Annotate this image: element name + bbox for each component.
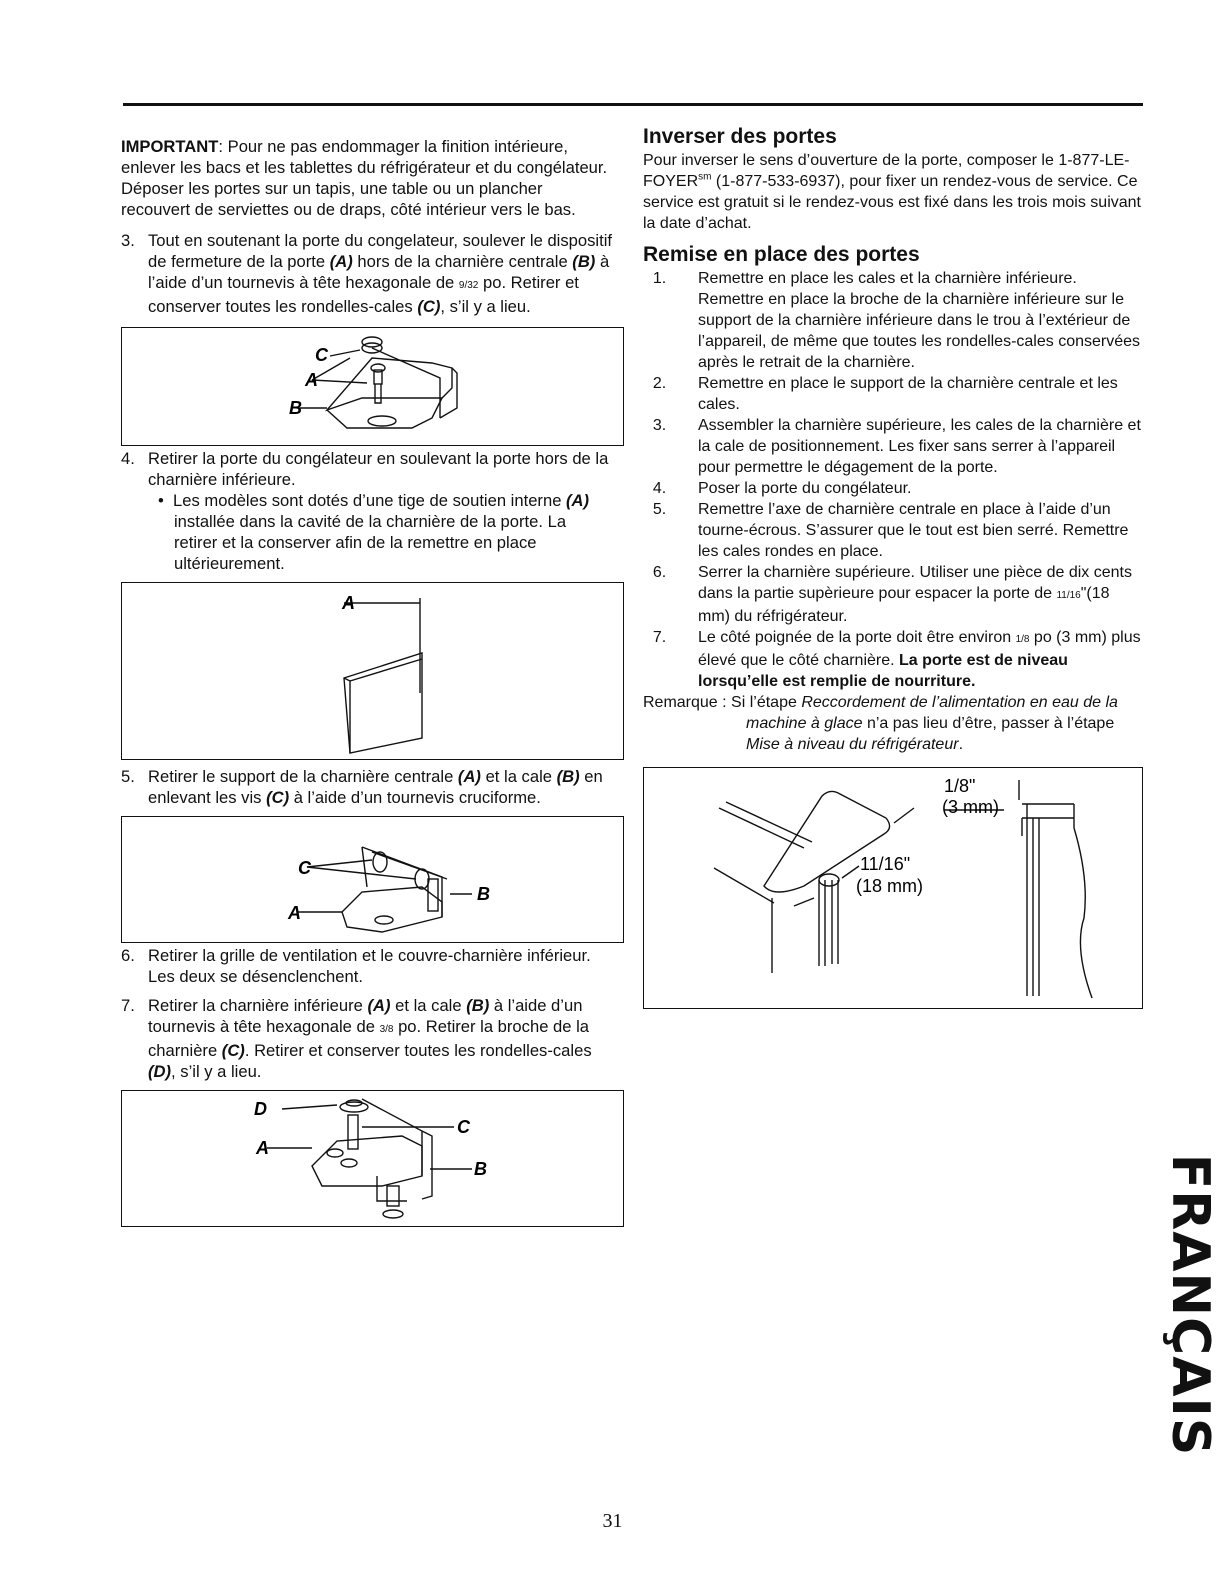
gap-label-18mm: (18 mm) [856, 876, 923, 896]
lower-hinge-drawing [122, 1091, 625, 1228]
step-text: Tout en soutenant la porte du congelateur, soulever le dispositif de fermeture de la porte [148, 231, 613, 271]
step-text: , s’il y a lieu. [440, 297, 531, 316]
label-a: (A) [457, 767, 481, 786]
fig3-label-c: C [298, 858, 311, 878]
fig3-label-a: A [288, 903, 301, 923]
fig4-label-a: A [256, 1138, 269, 1158]
item-bold-text: La porte est de niveau lorsqu’elle est remplie de nourriture. [698, 652, 1068, 690]
step-text: hors de la charnière centrale [352, 252, 573, 271]
step-text: , s’il y a lieu. [171, 1062, 262, 1081]
important-note [121, 136, 613, 220]
fraction: 9/32 [458, 280, 479, 291]
item-text: Poser la porte du congélateur. [698, 480, 912, 497]
list-item [643, 562, 1143, 627]
center-hinge-drawing [122, 817, 625, 944]
remark-text: Si l’étape [726, 694, 802, 711]
language-tab-label: FRANÇAIS [1160, 1153, 1220, 1457]
reverse-doors-paragraph [643, 150, 1143, 234]
step-number: 7. [121, 996, 135, 1015]
step-number: 5. [121, 767, 135, 786]
step-text: en enlevant les vis [148, 767, 603, 807]
label-b: (B) [556, 767, 580, 786]
fig4-label-c: C [457, 1117, 470, 1137]
paragraph-text: Pour inverser le sens d’ouverture de la porte, composer le 1-877-LE-FOYER [643, 152, 1130, 190]
step-text: Retirer la porte du congélateur en soulevant la porte hors de la charnière inférieure. [148, 449, 609, 489]
item-number: 5. [652, 501, 667, 518]
remark-italic: Reccordement de l’alimentation en eau de la machine à glace [746, 694, 1118, 732]
remark [643, 692, 1143, 755]
item-number: 1. [652, 270, 667, 287]
item-text: po (3 mm) plus élevé que le côté charnière. [698, 629, 1141, 669]
figure-lower-hinge [121, 1090, 624, 1227]
step-3 [121, 230, 613, 317]
step-number: 6. [121, 946, 135, 965]
remark-text: . [958, 736, 964, 753]
list-item [643, 373, 1143, 415]
step-text: Retirer le support de la charnière centrale [148, 767, 458, 786]
figure-hinge-lock [121, 327, 624, 446]
support-rod-drawing [122, 583, 625, 761]
item-text: Remettre en place les cales et la charnière inférieure. Remettre en place la broche de la charnière inférieure sur le support de la charnière inférieure dans le trou à l’extérieur de l’appareil, de même que toutes les rondelles-cales conservées après le retrait de la charnière. [698, 270, 1141, 371]
remark-italic: Mise à niveau du réfrigérateur [746, 736, 959, 753]
fraction: 11/16 [1056, 590, 1081, 601]
step-6 [121, 945, 613, 987]
top-rule [123, 103, 1143, 106]
door-alignment-drawing [644, 768, 1144, 1010]
item-text: Assembler la charnière supérieure, les cales de la charnière et la cale de positionnement. Les fixer sans serrer à l’appareil pour permettre le dégagement de la porte. [698, 417, 1141, 476]
item-text: Le côté poignée de la porte doit être environ [698, 629, 1016, 646]
step-text: po. Retirer et conserver toutes les rondelles-cales [148, 273, 579, 316]
remark-label: Remarque : [643, 694, 727, 711]
language-side-tab [1160, 1153, 1220, 1457]
figure-center-hinge [121, 816, 624, 943]
bullet-text: installée dans la cavité de la charnière de la porte. La retirer et la conserver afin de la remettre en place ultérieurement. [174, 512, 567, 573]
label-a: (A) [566, 491, 590, 510]
list-item [643, 268, 1143, 373]
list-item [643, 415, 1143, 478]
step-text: po. Retirer la broche de la charnière [148, 1017, 590, 1060]
gap-label-1-8: 1/8" [944, 776, 976, 796]
step-7 [121, 995, 613, 1082]
step-text: à l’aide d’un tournevis à tête hexagonale de [148, 252, 610, 292]
important-label: IMPORTANT [121, 137, 219, 156]
step-4-bullet [148, 490, 613, 574]
label-d: (D) [148, 1062, 172, 1081]
step-text: Retirer la grille de ventilation et le couvre-charnière inférieur. Les deux se désenclenchent. [148, 946, 591, 986]
item-text: "(18 mm) du réfrigérateur. [698, 585, 1110, 625]
item-number: 2. [652, 375, 667, 392]
list-item [643, 499, 1143, 562]
step-number: 3. [121, 231, 135, 250]
bullet-text: Les modèles sont dotés d’une tige de soutien interne [173, 491, 567, 510]
replace-doors-list [643, 268, 1143, 692]
service-mark: sm [698, 171, 712, 183]
step-4 [121, 448, 613, 490]
label-c: (C) [221, 1041, 245, 1060]
gap-label-3mm: (3 mm) [942, 797, 999, 817]
hinge-lock-drawing [122, 328, 625, 447]
section-heading-replace-doors: Remise en place des portes [643, 243, 920, 266]
section-heading-reverse-doors: Inverser des portes [643, 125, 837, 148]
label-b: (B) [466, 996, 490, 1015]
fig4-label-d: D [254, 1099, 267, 1119]
step-text: et la cale [480, 767, 557, 786]
step-text: à l’aide d’un tournevis à tête hexagonale de [148, 996, 583, 1036]
list-item [643, 627, 1143, 692]
list-item [643, 478, 1143, 499]
label-b: (B) [572, 252, 596, 271]
item-text: Remettre en place le support de la charnière centrale et les cales. [698, 375, 1118, 413]
fraction: 1/8 [1015, 634, 1030, 645]
step-text: et la cale [390, 996, 467, 1015]
important-text: : Pour ne pas endommager la finition intérieure, enlever les bacs et les tablettes du réfrigérateur et du congélateur. Déposer les portes sur un tapis, une table ou un plancher recouvert de serviettes ou de draps, côté intérieur vers le bas. [121, 137, 608, 219]
step-number: 4. [121, 449, 135, 468]
figure-support-rod [121, 582, 624, 760]
left-column [121, 136, 613, 1227]
item-number: 3. [652, 417, 667, 434]
item-number: 6. [652, 564, 667, 581]
label-c: (C) [266, 788, 290, 807]
step-5 [121, 766, 613, 808]
fig1-label-b: B [289, 398, 302, 418]
right-column [643, 124, 1143, 1009]
figure-door-alignment [643, 767, 1143, 1009]
remark-text: n’a pas lieu d’être, passer à l’étape [862, 715, 1115, 732]
item-number: 7. [652, 629, 667, 646]
label-a: (A) [329, 252, 353, 271]
label-a: (A) [367, 996, 391, 1015]
fraction: 3/8 [379, 1024, 394, 1035]
item-text: Remettre l’axe de charnière centrale en place à l’aide d’un tourne-écrous. S’assurer que le tout est bien serré. Remettre les cales rondes en place. [698, 501, 1129, 560]
fig4-label-b: B [474, 1159, 487, 1179]
item-number: 4. [652, 480, 667, 497]
page-number: 31 [602, 1510, 623, 1532]
label-c: (C) [417, 297, 441, 316]
bullet: • [158, 491, 164, 510]
fig3-label-b: B [477, 884, 490, 904]
fig1-label-c: C [315, 345, 328, 365]
step-text: à l’aide d’un tournevis cruciforme. [289, 788, 541, 807]
paragraph-text: (1-877-533-6937), pour fixer un rendez-vous de service. Ce service est gratuit si le rendez-vous est fixé dans les trois mois suivant la date d’achat. [643, 173, 1141, 232]
fig1-label-a: A [305, 370, 318, 390]
step-text: Retirer la charnière inférieure [148, 996, 368, 1015]
fig2-label-a: A [342, 593, 355, 613]
gap-label-11-16: 11/16" [860, 854, 911, 874]
step-text: . Retirer et conserver toutes les rondelles-cales [244, 1041, 592, 1060]
item-text: Serrer la charnière supérieure. Utiliser une pièce de dix cents dans la partie supèrieure pour espacer la porte de [698, 564, 1132, 602]
